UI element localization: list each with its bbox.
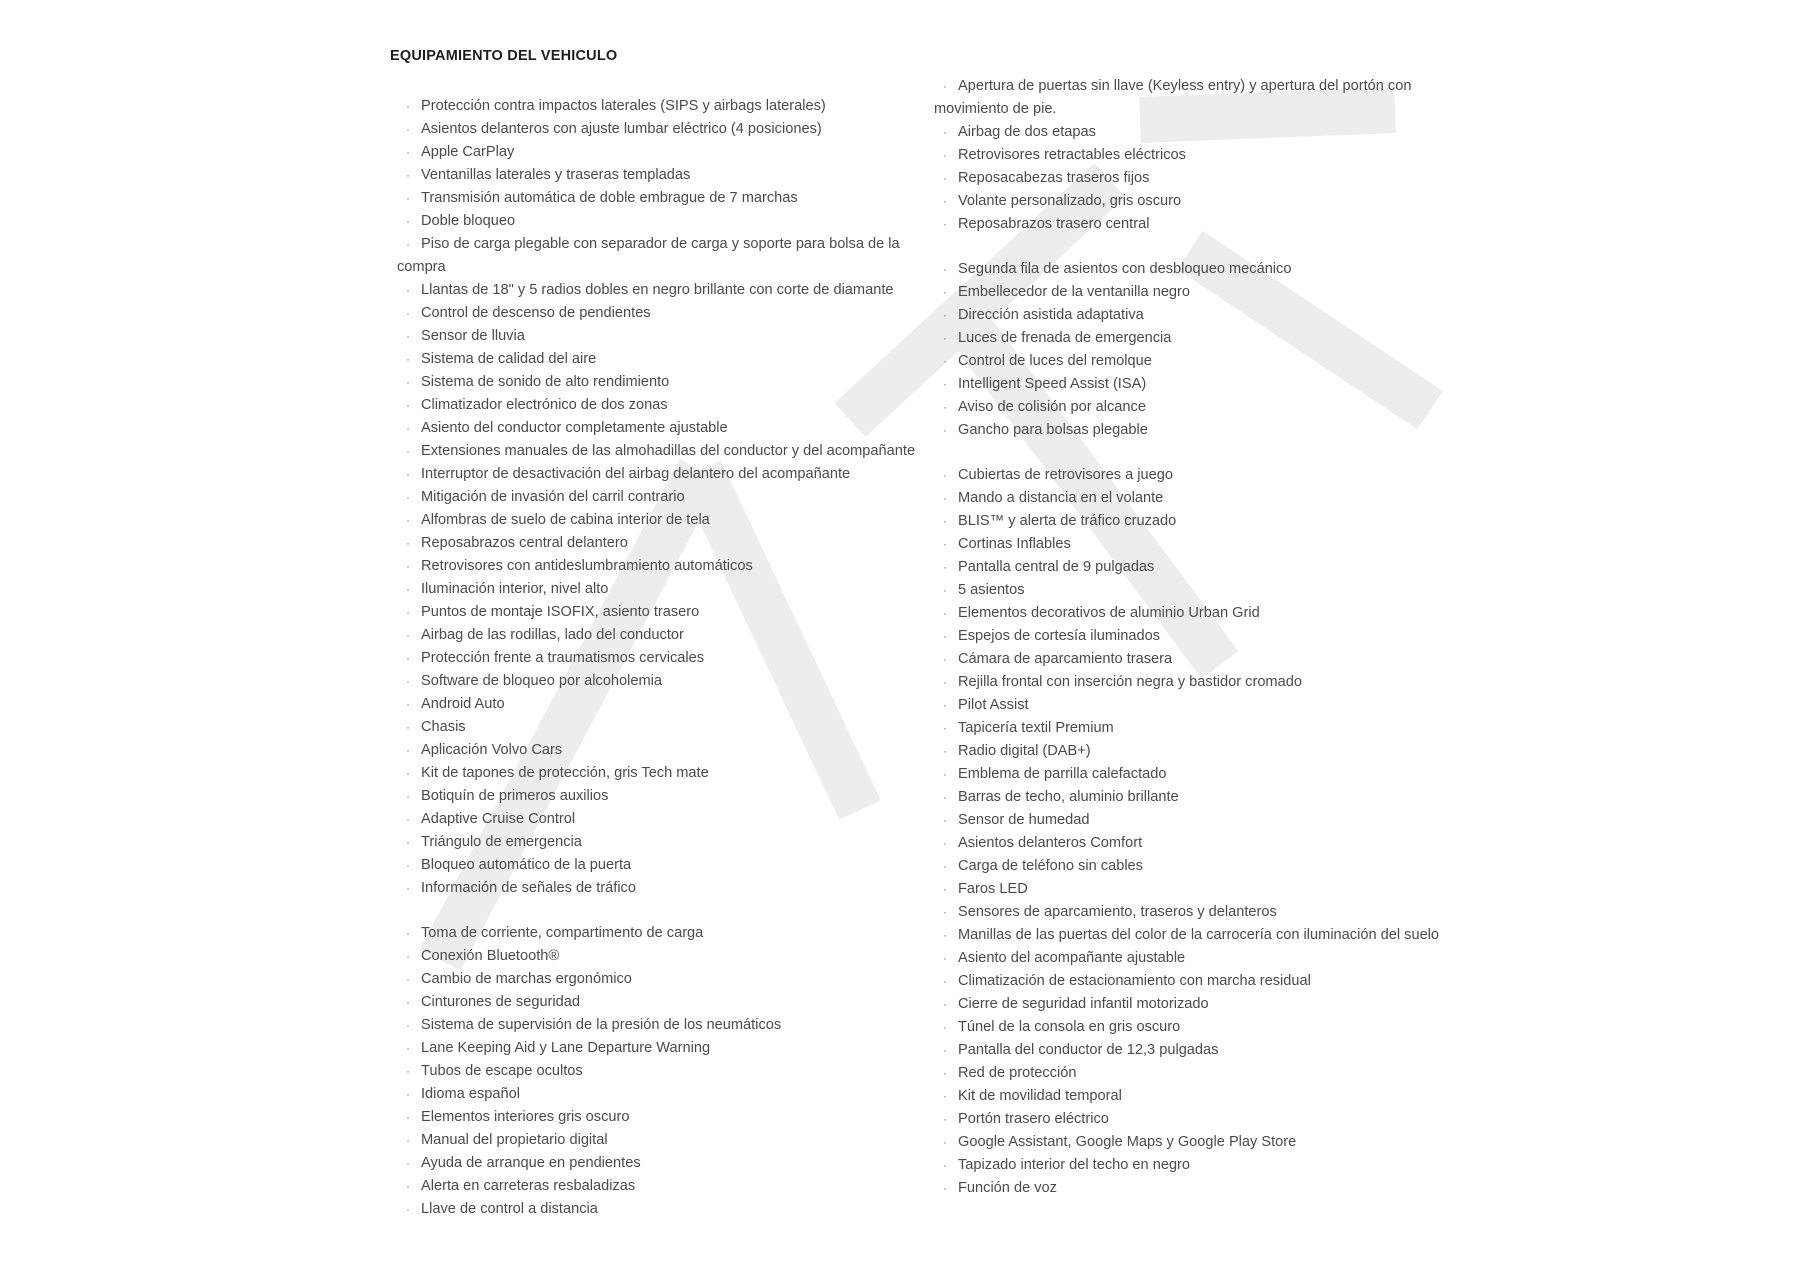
bullet-dot-icon: · [406,352,410,366]
list-item-text: Asientos delanteros con ajuste lumbar eléctrico (4 posiciones) [421,121,822,137]
list-item [397,831,924,854]
list-item [397,785,924,808]
list-item [934,1039,1454,1062]
bullet-dot-icon: · [406,766,410,780]
bullet-dot-icon: · [406,1133,410,1147]
list-item-text: Radio digital (DAB+) [958,743,1091,759]
list-item [397,739,924,762]
list-item-text: Kit de tapones de protección, gris Tech mate [421,765,709,781]
list-item-text: Reposabrazos central delantero [421,535,628,551]
list-item-text: Aplicación Volvo Cars [421,742,563,758]
bullet-dot-icon: · [406,306,410,320]
list-item-text: Puntos de montaje ISOFIX, asiento trasero [421,604,700,620]
list-item [934,602,1454,625]
bullet-dot-icon: · [406,605,410,619]
list-item [397,808,924,831]
bullet-dot-icon: · [406,720,410,734]
list-item-text: Control de luces del remolque [958,353,1152,369]
bullet-dot-icon: · [943,331,947,345]
bullet-dot-icon: · [406,214,410,228]
bullet-dot-icon: · [943,1112,947,1126]
list-item-text: Manual del propietario digital [421,1132,608,1148]
bullet-dot-icon: · [943,928,947,942]
bullet-dot-icon: · [943,859,947,873]
bullet-dot-icon: · [943,744,947,758]
list-item-text: Llave de control a distancia [421,1201,598,1217]
list-item [934,75,1454,121]
list-item-text: BLIS™ y alerta de tráfico cruzado [958,513,1177,529]
list-item [397,233,924,279]
bullet-dot-icon: · [943,882,947,896]
list-item-text: Sistema de sonido de alto rendimiento [421,374,670,390]
bullet-dot-icon: · [406,122,410,136]
list-item [397,187,924,210]
bullet-dot-icon: · [943,721,947,735]
list-item-text: Mitigación de invasión del carril contrario [421,489,685,505]
bullet-dot-icon: · [943,377,947,391]
list-item-text: Sensores de aparcamiento, traseros y delanteros [958,904,1277,920]
bullet-dot-icon: · [406,651,410,665]
list-item [934,694,1454,717]
list-item-text: Cierre de seguridad infantil motorizado [958,996,1209,1012]
list-item [397,555,924,578]
list-item [397,1175,924,1198]
list-item [397,463,924,486]
list-item-text: Climatizador electrónico de dos zonas [421,397,668,413]
list-item-text: Protección frente a traumatismos cervicales [421,650,705,666]
list-item [397,279,924,302]
list-item [397,371,924,394]
bullet-dot-icon: · [406,1018,410,1032]
list-item-text: Reposabrazos trasero central [958,216,1150,232]
list-item-text: Ayuda de arranque en pendientes [421,1155,641,1171]
list-item-text: Retrovisores con antideslumbramiento automáticos [421,558,753,574]
list-item-text: Función de voz [958,1180,1057,1196]
bullet-dot-icon: · [406,421,410,435]
list-item-text: Piso de carga plegable con separador de carga y soporte para bolsa de la compra [397,236,900,275]
bullet-dot-icon: · [943,813,947,827]
list-item [397,118,924,141]
bullet-dot-icon: · [943,537,947,551]
list-item [934,304,1454,327]
bullet-dot-icon: · [943,997,947,1011]
bullet-dot-icon: · [406,628,410,642]
list-item [934,878,1454,901]
bullet-dot-icon: · [406,513,410,527]
list-item [934,373,1454,396]
bullet-dot-icon: · [943,285,947,299]
list-item-text: Cortinas Inflables [958,536,1071,552]
bullet-dot-icon: · [943,1043,947,1057]
list-item-text: Cubiertas de retrovisores a juego [958,467,1173,483]
list-item-text: Conexión Bluetooth® [421,948,560,964]
list-item [934,579,1454,602]
bullet-dot-icon: · [943,606,947,620]
list-item [934,1131,1454,1154]
bullet-dot-icon: · [943,698,947,712]
list-item [397,991,924,1014]
list-item-text: Barras de techo, aluminio brillante [958,789,1179,805]
bullet-dot-icon: · [943,308,947,322]
bullet-dot-icon: · [406,949,410,963]
bullet-dot-icon: · [406,743,410,757]
list-item [397,210,924,233]
list-item [934,1108,1454,1131]
list-item-text: Apple CarPlay [421,144,515,160]
list-item [397,440,924,463]
bullet-dot-icon: · [406,697,410,711]
list-item [397,1037,924,1060]
list-item-text: Extensiones manuales de las almohadillas del conductor y del acompañante [421,443,916,459]
list-item-text: Elementos interiores gris oscuro [421,1109,630,1125]
list-item-text: Mando a distancia en el volante [958,490,1164,506]
bullet-dot-icon: · [406,145,410,159]
list-item [934,947,1454,970]
list-item [397,1152,924,1175]
bullet-dot-icon: · [406,329,410,343]
list-item [934,1016,1454,1039]
list-item-text: Túnel de la consola en gris oscuro [958,1019,1181,1035]
list-item-text: Doble bloqueo [421,213,516,229]
list-item-text: Idioma español [421,1086,520,1102]
list-item-text: Iluminación interior, nivel alto [421,581,609,597]
list-item [934,487,1454,510]
list-item [934,1085,1454,1108]
bullet-dot-icon: · [943,423,947,437]
list-item-text: Luces de frenada de emergencia [958,330,1172,346]
bullet-dot-icon: · [943,262,947,276]
list-item-text: Cámara de aparcamiento trasera [958,651,1173,667]
list-item-text: Bloqueo automático de la puerta [421,857,632,873]
list-item [397,762,924,785]
bullet-dot-icon: · [406,191,410,205]
list-item-text: Transmisión automática de doble embrague de 7 marchas [421,190,798,206]
list-item-text: Control de descenso de pendientes [421,305,651,321]
list-item [397,647,924,670]
bullet-dot-icon: · [943,217,947,231]
list-item [934,786,1454,809]
equipment-list-left [397,95,924,1221]
list-item [397,486,924,509]
list-item [397,1198,924,1221]
list-item [934,901,1454,924]
list-item-text: Información de señales de tráfico [421,880,636,896]
bullet-dot-icon: · [943,171,947,185]
bullet-dot-icon: · [943,905,947,919]
list-item-text: Espejos de cortesía iluminados [958,628,1160,644]
list-item-text: Tapicería textil Premium [958,720,1114,736]
list-item-text: Segunda fila de asientos con desbloqueo mecánico [958,261,1292,277]
bullet-dot-icon: · [406,789,410,803]
list-item [934,556,1454,579]
list-item [397,1129,924,1152]
list-item-text: Tubos de escape ocultos [421,1063,583,1079]
bullet-dot-icon: · [406,881,410,895]
bullet-dot-icon: · [943,629,947,643]
list-item-text: Apertura de puertas sin llave (Keyless entry) y apertura del portón con movimiento de pie. [934,78,1412,117]
bullet-dot-icon: · [406,375,410,389]
list-item-text: Alfombras de suelo de cabina interior de tela [421,512,710,528]
list-item-text: Volante personalizado, gris oscuro [958,193,1182,209]
list-item [397,141,924,164]
list-item [934,464,1454,487]
list-item-text: Asientos delanteros Comfort [958,835,1143,851]
list-item [934,350,1454,373]
bullet-dot-icon: · [406,490,410,504]
bullet-dot-icon: · [406,467,410,481]
list-item [934,1062,1454,1085]
list-item [934,281,1454,304]
list-item-text: Gancho para bolsas plegable [958,422,1148,438]
list-item-text: Android Auto [421,696,505,712]
bullet-dot-icon: · [943,125,947,139]
list-item [934,625,1454,648]
list-item-text: Rejilla frontal con inserción negra y bastidor cromado [958,674,1302,690]
bullet-dot-icon: · [943,1181,947,1195]
list-item-text: Alerta en carreteras resbaladizas [421,1178,636,1194]
list-item [397,348,924,371]
bullet-dot-icon: · [943,491,947,505]
list-item [934,1154,1454,1177]
list-item-text: Adaptive Cruise Control [421,811,576,827]
bullet-dot-icon: · [406,582,410,596]
list-item-text: Intelligent Speed Assist (ISA) [958,376,1147,392]
bullet-dot-icon: · [943,468,947,482]
list-item-text: Google Assistant, Google Maps y Google Play Store [958,1134,1297,1150]
list-item-text: Protección contra impactos laterales (SIPS y airbags laterales) [421,98,826,114]
list-item-text: Carga de teléfono sin cables [958,858,1143,874]
list-item-text: Red de protección [958,1065,1077,1081]
bullet-dot-icon: · [943,836,947,850]
list-item [397,532,924,555]
bullet-dot-icon: · [943,79,947,93]
list-item [934,970,1454,993]
list-item [934,190,1454,213]
list-item-text: Aviso de colisión por alcance [958,399,1146,415]
bullet-dot-icon: · [943,1089,947,1103]
bullet-dot-icon: · [406,1064,410,1078]
list-item [397,578,924,601]
bullet-dot-icon: · [406,283,410,297]
bullet-dot-icon: · [943,583,947,597]
bullet-dot-icon: · [943,194,947,208]
list-item [934,396,1454,419]
list-item [934,213,1454,236]
list-item-text: 5 asientos [958,582,1025,598]
list-item-text: Tapizado interior del techo en negro [958,1157,1191,1173]
bullet-dot-icon: · [406,858,410,872]
bullet-dot-icon: · [943,560,947,574]
list-item [397,1014,924,1037]
list-item-text: Llantas de 18" y 5 radios dobles en negro brillante con corte de diamante [421,282,894,298]
bullet-dot-icon: · [406,398,410,412]
bullet-dot-icon: · [943,790,947,804]
bullet-dot-icon: · [943,1135,947,1149]
list-item-text: Retrovisores retractables eléctricos [958,147,1186,163]
bullet-dot-icon: · [406,168,410,182]
list-item-text: Emblema de parrilla calefactado [958,766,1167,782]
bullet-dot-icon: · [406,444,410,458]
list-item [397,670,924,693]
bullet-dot-icon: · [406,1202,410,1216]
bullet-dot-icon: · [943,951,947,965]
list-item [397,95,924,118]
list-item [397,945,924,968]
equipment-list-right [934,75,1454,1200]
bullet-dot-icon: · [943,652,947,666]
list-item-text: Airbag de las rodillas, lado del conductor [421,627,684,643]
bullet-dot-icon: · [943,767,947,781]
bullet-dot-icon: · [943,974,947,988]
list-item-text: Interruptor de desactivación del airbag delantero del acompañante [421,466,851,482]
bullet-dot-icon: · [406,99,410,113]
list-item-text: Kit de movilidad temporal [958,1088,1122,1104]
list-item-text: Climatización de estacionamiento con marcha residual [958,973,1311,989]
list-item-text: Toma de corriente, compartimento de carga [421,925,704,941]
list-item-text: Botiquín de primeros auxilios [421,788,609,804]
list-item [397,1083,924,1106]
list-item [397,394,924,417]
list-item-text: Sensor de lluvia [421,328,525,344]
bullet-dot-icon: · [943,675,947,689]
bullet-dot-icon: · [943,400,947,414]
list-item-text: Reposacabezas traseros fijos [958,170,1150,186]
list-item-text: Pilot Assist [958,697,1029,713]
list-item [934,809,1454,832]
list-item [934,510,1454,533]
list-item-text: Faros LED [958,881,1028,897]
bullet-dot-icon: · [406,1110,410,1124]
document-title: EQUIPAMIENTO DEL VEHICULO [390,48,618,64]
list-item-text: Chasis [421,719,466,735]
list-item-text: Cinturones de seguridad [421,994,581,1010]
list-item [934,419,1454,442]
bullet-dot-icon: · [406,674,410,688]
list-item [397,601,924,624]
list-item-text: Sistema de calidad del aire [421,351,597,367]
list-item [934,167,1454,190]
list-item [934,1177,1454,1200]
bullet-dot-icon: · [406,1041,410,1055]
list-item-text: Lane Keeping Aid y Lane Departure Warning [421,1040,711,1056]
list-item-text: Airbag de dos etapas [958,124,1096,140]
list-item [934,924,1454,947]
list-item [397,854,924,877]
bullet-dot-icon: · [406,926,410,940]
list-item [397,877,924,900]
list-item [934,648,1454,671]
list-item [934,763,1454,786]
list-item [397,922,924,945]
list-item [397,509,924,532]
bullet-dot-icon: · [943,1020,947,1034]
list-item [397,164,924,187]
list-item-text: Asiento del conductor completamente ajustable [421,420,728,436]
list-item-text: Software de bloqueo por alcoholemia [421,673,662,689]
list-item-text: Manillas de las puertas del color de la carrocería con iluminación del suelo [958,927,1440,943]
list-item [397,968,924,991]
list-item-text: Embellecedor de la ventanilla negro [958,284,1191,300]
bullet-dot-icon: · [406,1156,410,1170]
list-item [397,1060,924,1083]
list-item-text: Ventanillas laterales y traseras templadas [421,167,691,183]
bullet-dot-icon: · [406,995,410,1009]
bullet-dot-icon: · [406,536,410,550]
bullet-dot-icon: · [406,1179,410,1193]
bullet-dot-icon: · [943,514,947,528]
list-item [934,121,1454,144]
bullet-dot-icon: · [943,1066,947,1080]
list-item-text: Pantalla central de 9 pulgadas [958,559,1155,575]
list-item-text: Triángulo de emergencia [421,834,582,850]
list-item [397,302,924,325]
list-item [934,993,1454,1016]
list-item-text: Elementos decorativos de aluminio Urban Grid [958,605,1260,621]
bullet-dot-icon: · [406,237,410,251]
list-item [934,258,1454,281]
list-item [934,717,1454,740]
list-item-text: Sensor de humedad [958,812,1090,828]
list-item [934,327,1454,350]
list-item [397,417,924,440]
list-item [397,1106,924,1129]
list-item-text: Sistema de supervisión de la presión de los neumáticos [421,1017,782,1033]
bullet-dot-icon: · [406,972,410,986]
bullet-dot-icon: · [406,835,410,849]
bullet-dot-icon: · [943,354,947,368]
list-item [397,624,924,647]
list-item [934,855,1454,878]
list-item [934,671,1454,694]
list-item [934,144,1454,167]
list-item-text: Asiento del acompañante ajustable [958,950,1186,966]
list-item-text: Pantalla del conductor de 12,3 pulgadas [958,1042,1219,1058]
bullet-dot-icon: · [406,559,410,573]
bullet-dot-icon: · [406,812,410,826]
bullet-dot-icon: · [943,1158,947,1172]
bullet-dot-icon: · [406,1087,410,1101]
list-item-text: Portón trasero eléctrico [958,1111,1109,1127]
list-item [934,832,1454,855]
list-item [934,740,1454,763]
list-item-text: Dirección asistida adaptativa [958,307,1144,323]
bullet-dot-icon: · [943,148,947,162]
list-item-text: Cambio de marchas ergonómico [421,971,632,987]
list-item [397,693,924,716]
list-item [397,325,924,348]
list-item [934,533,1454,556]
list-item [397,716,924,739]
